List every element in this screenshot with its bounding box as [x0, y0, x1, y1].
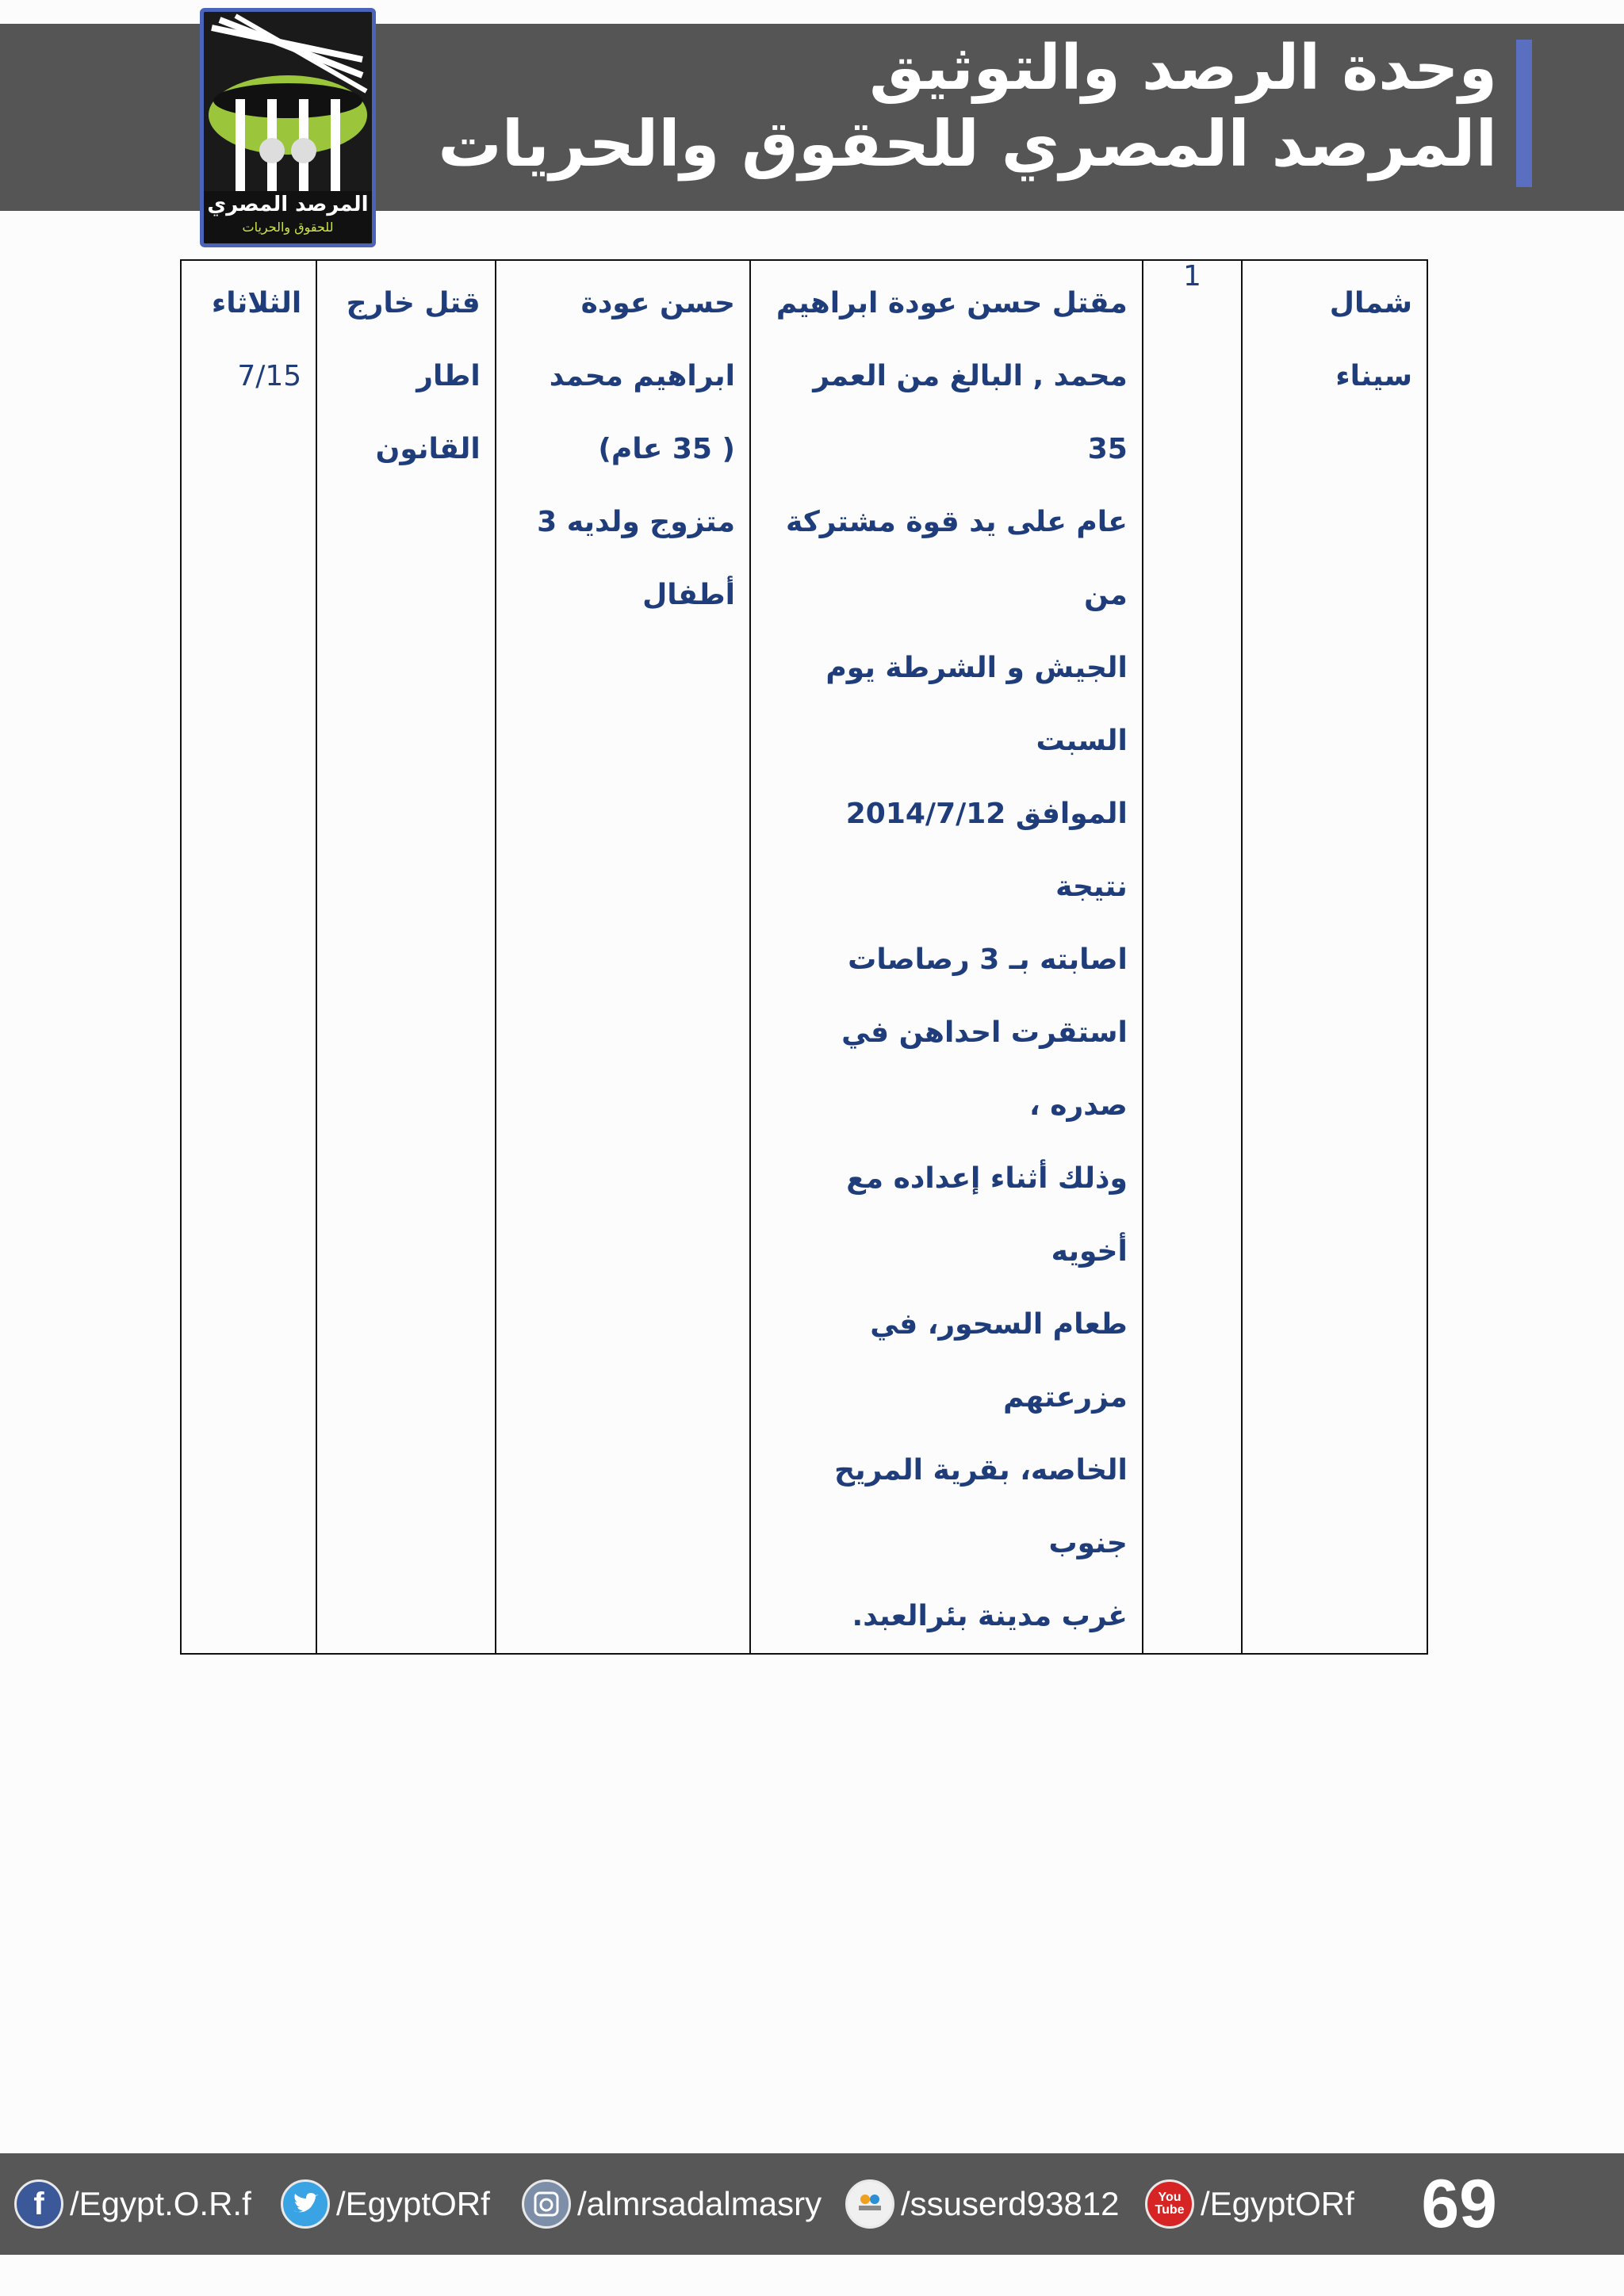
- instagram-icon: [522, 2179, 571, 2229]
- cell-line: قتل خارج: [346, 287, 481, 320]
- cell-line: مقتل حسن عودة ابراهيم: [776, 287, 1128, 320]
- youtube-link[interactable]: [1145, 2153, 1354, 2255]
- header-accent-bar: [1516, 40, 1532, 187]
- cell-line: الموافق 2014/7/12 نتيجة: [845, 798, 1128, 903]
- cell-line: القانون: [375, 433, 481, 465]
- incident-table: [180, 259, 1428, 1655]
- facebook-icon: f: [14, 2179, 63, 2229]
- page-number: 69: [1421, 2166, 1497, 2242]
- cell-line: الجيش و الشرطة يوم السبت: [825, 652, 1128, 757]
- date-cell: [181, 260, 316, 1654]
- prison-bars-logo-icon: [204, 12, 372, 194]
- cell-line: الخاصه، بقرية المريح جنوب: [834, 1454, 1128, 1559]
- number-cell: 1: [1143, 260, 1242, 1654]
- cell-line: اطار: [416, 360, 481, 392]
- table-row: [181, 260, 1427, 1654]
- slideshare-link[interactable]: [845, 2153, 1120, 2255]
- cell-line: استقرت احداهن في صدره ،: [841, 1016, 1128, 1122]
- header-title: [438, 30, 1497, 182]
- violation-type-cell: [316, 260, 496, 1654]
- footer-bar: [0, 2153, 1624, 2255]
- cell-line: 7/15: [237, 360, 302, 392]
- cell-line: اصابته بـ 3 رصاصات: [848, 943, 1128, 976]
- twitter-icon: [281, 2179, 330, 2229]
- governorate-cell: [1242, 260, 1427, 1654]
- header-title-line1: وحدة الرصد والتوثيق: [869, 33, 1497, 104]
- cell-line: متزوج ولديه 3: [537, 506, 735, 538]
- instagram-link[interactable]: [522, 2153, 822, 2255]
- facebook-handle: /Egypt.O.R.f: [70, 2185, 251, 2222]
- header-title-line2: المرصد المصري للحقوق والحريات: [438, 107, 1497, 181]
- cell-line: شمال: [1329, 287, 1412, 320]
- cell-line: الثلاثاء: [211, 287, 302, 320]
- twitter-handle: /EgyptORf: [336, 2185, 490, 2222]
- cell-line: أطفال: [642, 579, 735, 611]
- cell-line: طعام السحور، في مزرعتهم: [870, 1308, 1128, 1414]
- cell-line: وذلك أثناء إعداده مع أخويه: [846, 1162, 1128, 1268]
- cell-line: ( 35 عام): [598, 433, 735, 465]
- twitter-link[interactable]: [281, 2153, 490, 2255]
- victim-cell: [496, 260, 750, 1654]
- cell-line: غرب مدينة بئرالعبد.: [852, 1600, 1128, 1632]
- logo-name: المرصد المصري: [207, 193, 369, 216]
- cell-line: عام على يد قوة مشتركة من: [786, 506, 1128, 611]
- logo-subtitle: للحقوق والحريات: [242, 220, 334, 235]
- description-cell: [750, 260, 1143, 1654]
- slideshare-icon: [845, 2179, 894, 2229]
- logo-banner: [204, 191, 372, 243]
- instagram-handle: /almrsadalmasry: [577, 2185, 822, 2222]
- facebook-link[interactable]: [14, 2153, 251, 2255]
- cell-line: محمد , البالغ من العمر 35: [813, 360, 1128, 465]
- cell-line: حسن عودة: [580, 287, 735, 320]
- youtube-handle: /EgyptORf: [1201, 2185, 1354, 2222]
- youtube-icon: You Tube: [1145, 2179, 1194, 2229]
- organization-logo: [200, 8, 376, 247]
- cell-line: ابراهيم محمد: [549, 360, 735, 392]
- slideshare-handle: /ssuserd93812: [901, 2185, 1120, 2222]
- cell-line: سيناء: [1335, 360, 1412, 392]
